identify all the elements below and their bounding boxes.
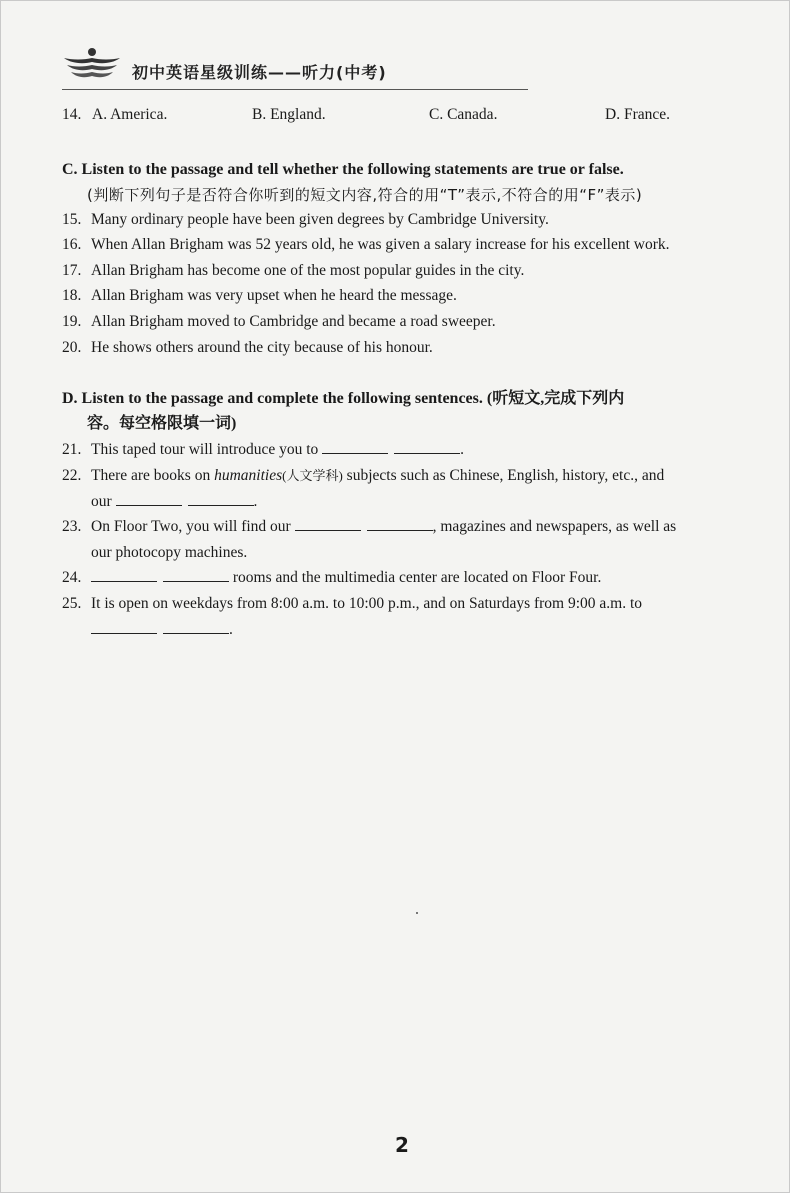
question-text: Many ordinary people have been given degrees by Cambridge University. xyxy=(91,211,549,228)
question-24 xyxy=(62,565,752,591)
option-c: C. Canada. xyxy=(429,106,498,123)
question-number: 22. xyxy=(62,467,82,484)
question-25 xyxy=(62,591,752,617)
question-text: On Floor Two, you will find our xyxy=(91,518,291,535)
speck xyxy=(416,912,418,914)
question-text: our xyxy=(91,493,112,510)
question-text: He shows others around the city because of his honour. xyxy=(91,339,433,356)
sentence-end: . xyxy=(229,621,233,638)
question-21 xyxy=(62,437,752,463)
option-d: D. France. xyxy=(605,106,670,123)
answer-blank[interactable] xyxy=(394,439,460,454)
question-22-line2 xyxy=(91,489,257,514)
question-number: 16. xyxy=(62,236,82,253)
section-c-title: C. Listen to the passage and tell whether the following statements are true or false. xyxy=(62,161,624,178)
option-b: B. England. xyxy=(252,106,326,123)
answer-blank[interactable] xyxy=(367,516,433,531)
question-number: 17. xyxy=(62,262,82,279)
question-text: This taped tour will introduce you to xyxy=(91,441,319,458)
question-text: Allan Brigham was very upset when he heard the message. xyxy=(91,287,457,304)
italic-term: humanities xyxy=(214,467,283,484)
question-25-line2 xyxy=(91,617,233,642)
section-d-title: D. Listen to the passage and complete the following sentences. (听短文,完成下列内 xyxy=(62,390,625,407)
section-d-title-line2: 容。每空格限填一词) xyxy=(87,415,237,432)
option-a: A. America. xyxy=(92,106,168,123)
question-text-cont: , magazines and newspapers, as well as xyxy=(432,518,677,535)
question-14 xyxy=(62,106,752,128)
question-number: 19. xyxy=(62,313,82,330)
answer-blank[interactable] xyxy=(91,619,157,634)
question-23 xyxy=(62,514,752,540)
question-text: When Allan Brigham was 52 years old, he was given a salary increase for his excellent work. xyxy=(91,236,670,253)
sentence-end: . xyxy=(460,441,465,458)
question-number: 14. xyxy=(62,106,82,123)
sentence-end: . xyxy=(253,493,258,510)
question-number: 25. xyxy=(62,595,82,612)
question-15 xyxy=(62,207,752,233)
header-rule xyxy=(62,89,528,90)
section-c-subtitle: (判断下列句子是否符合你听到的短文内容,符合的用“T”表示,不符合的用“F”表示) xyxy=(87,186,643,204)
page-header xyxy=(62,38,528,94)
question-23-line2: our photocopy machines. xyxy=(91,544,248,561)
question-number: 18. xyxy=(62,287,82,304)
answer-blank[interactable] xyxy=(116,491,182,506)
question-text: Allan Brigham has become one of the most popular guides in the city. xyxy=(91,262,525,279)
term-gloss: (人文学科) xyxy=(282,468,343,483)
question-text: There are books on xyxy=(91,467,211,484)
answer-blank[interactable] xyxy=(163,567,229,582)
question-22 xyxy=(62,463,752,489)
answer-blank[interactable] xyxy=(91,567,157,582)
question-19 xyxy=(62,309,752,335)
question-number: 20. xyxy=(62,339,82,356)
question-18 xyxy=(62,283,752,309)
question-text-cont: subjects such as Chinese, English, history, etc., and xyxy=(346,467,665,484)
header-title: 初中英语星级训练——听力(中考) xyxy=(132,63,387,82)
question-text: rooms and the multimedia center are located on Floor Four. xyxy=(232,569,602,586)
page-number: 2 xyxy=(395,1133,409,1157)
question-16 xyxy=(62,232,752,258)
question-number: 24. xyxy=(62,569,82,586)
book-wings-icon xyxy=(62,46,122,84)
question-20 xyxy=(62,335,752,361)
answer-blank[interactable] xyxy=(322,439,388,454)
question-number: 21. xyxy=(62,441,82,458)
question-text: It is open on weekdays from 8:00 a.m. to 10:00 p.m., and on Saturdays from 9:00 a.m. to xyxy=(91,595,643,612)
question-number: 15. xyxy=(62,211,82,228)
answer-blank[interactable] xyxy=(188,491,254,506)
question-text: Allan Brigham moved to Cambridge and became a road sweeper. xyxy=(91,313,496,330)
question-17 xyxy=(62,258,752,284)
answer-blank[interactable] xyxy=(163,619,229,634)
question-number: 23. xyxy=(62,518,82,535)
answer-blank[interactable] xyxy=(295,516,361,531)
